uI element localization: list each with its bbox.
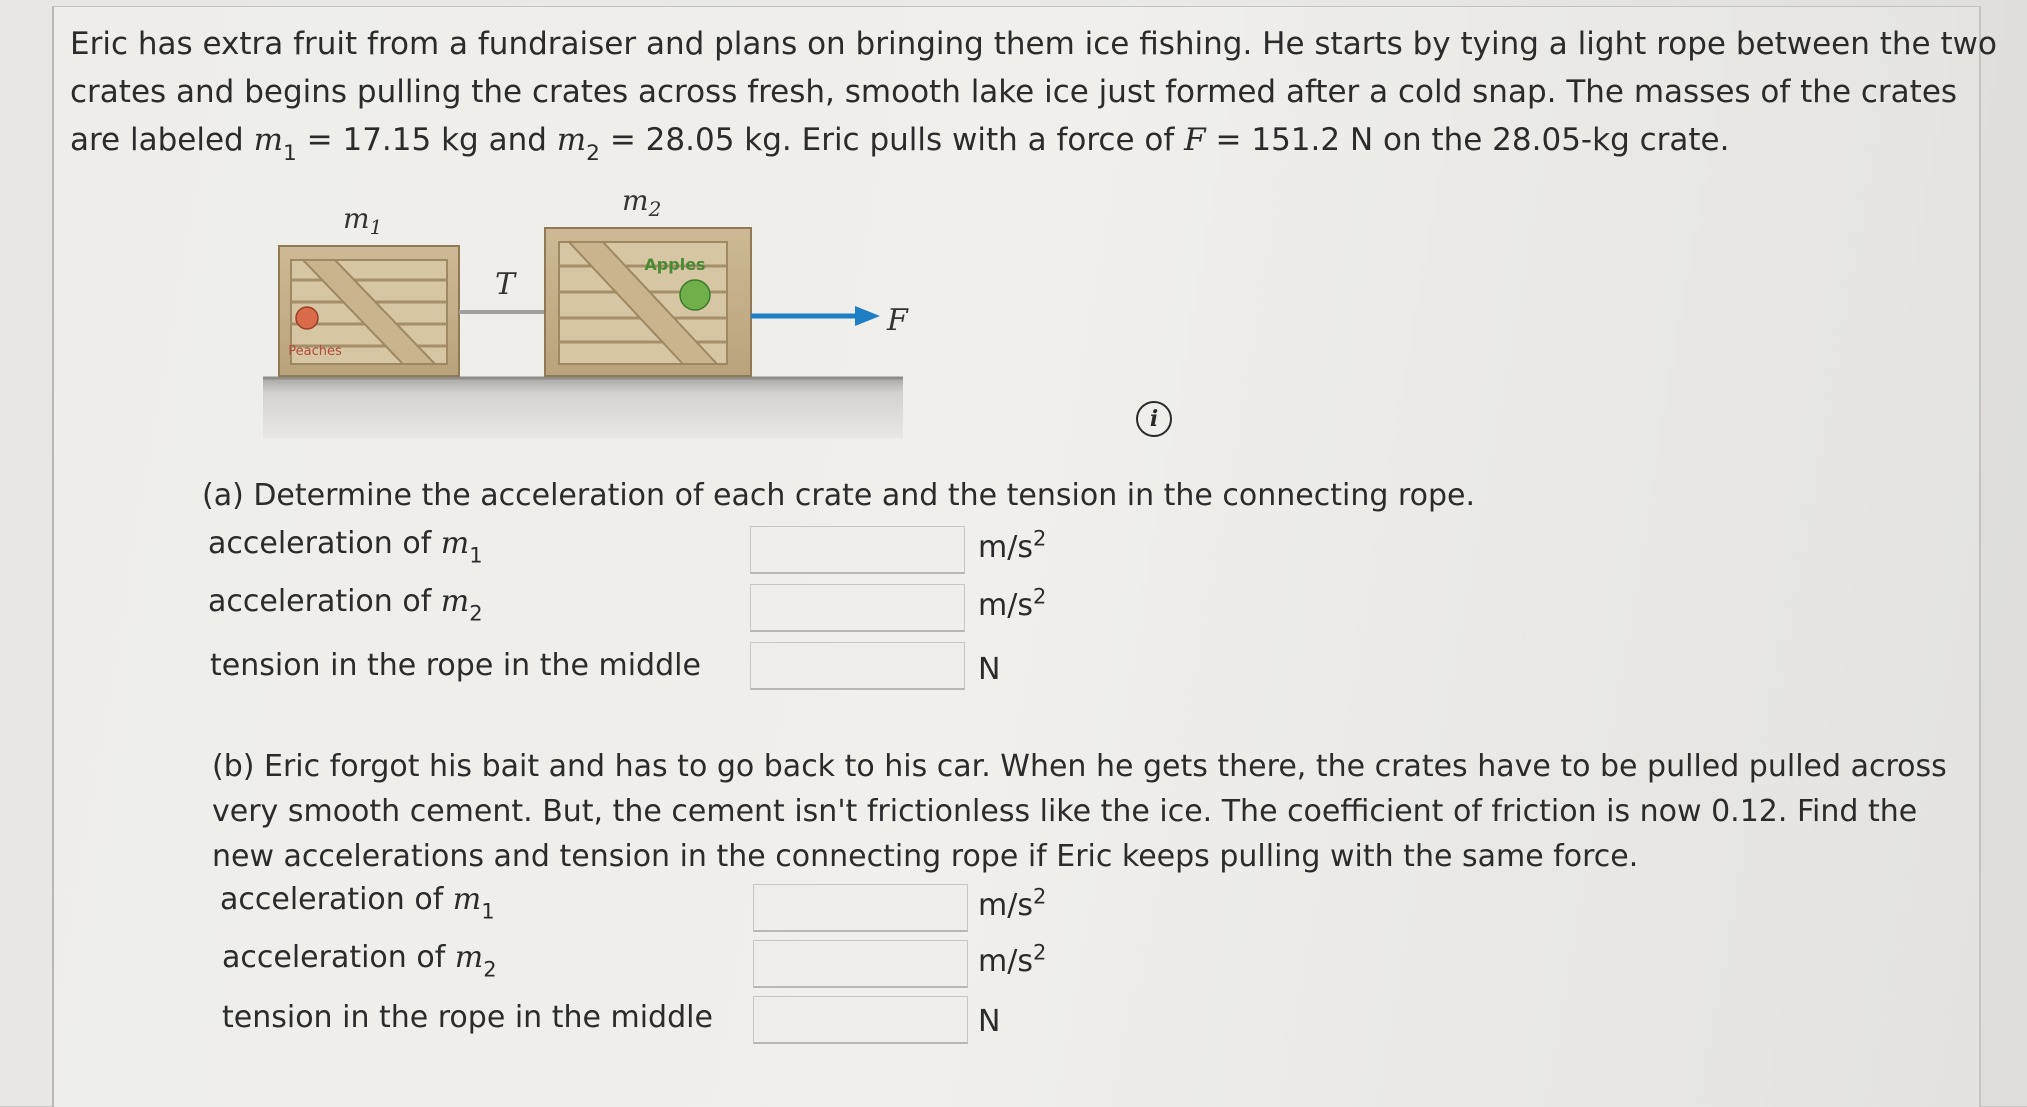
peach-icon <box>296 307 318 329</box>
m2-symbol: m <box>556 122 587 158</box>
part-b-row-1-unit: $m/s^2$ <box>978 884 1047 923</box>
part-a-row-1-label: acceleration of $m_1$ <box>208 526 483 568</box>
problem-line-1: Eric has extra fruit from a fundraiser and plans on bringing them ice fishing. He starts by tying a light rope between the two <box>70 26 1997 62</box>
part-b-row-2-unit: $m/s^2$ <box>978 940 1047 979</box>
part-b-tension-input[interactable] <box>753 996 968 1044</box>
part-b-row-1-label: acceleration of $m_1$ <box>220 882 495 924</box>
force-arrow-head <box>855 306 880 326</box>
m2-figure-label: $m_2$ <box>622 184 662 221</box>
part-a-row-2-label: acceleration of $m_2$ <box>208 584 483 626</box>
apples-label: Apples <box>644 255 706 274</box>
part-a-accel-m2-input[interactable] <box>750 584 965 632</box>
m2-subscript: 2 <box>586 140 600 166</box>
part-a-row-1-unit: $m/s^2$ <box>978 526 1047 565</box>
part-a-row-2-unit: $m/s^2$ <box>978 584 1047 623</box>
m2-value: = 28.05 kg. Eric pulls with a force of <box>609 122 1175 158</box>
force-label: F <box>887 303 908 338</box>
crates-figure <box>255 170 955 440</box>
part-a-question: (a) Determine the acceleration of each crate and the tension in the connecting rope. <box>202 478 1475 513</box>
m1-symbol: m <box>253 122 283 158</box>
crate-m2 <box>545 228 751 376</box>
info-icon[interactable]: i <box>1136 401 1172 437</box>
part-a-tension-input[interactable] <box>750 642 965 690</box>
part-b-question-line-2: very smooth cement. But, the cement isn't frictionless like the ice. The coefficient of friction is now 0.12. Find the <box>212 794 1918 829</box>
part-b-accel-m1-input[interactable] <box>753 884 968 932</box>
part-a-accel-m1-input[interactable] <box>750 526 965 574</box>
labeled-text: are labeled <box>70 122 244 158</box>
ground-surface <box>263 378 903 438</box>
m1-value: = 17.15 kg <box>306 122 479 158</box>
m1-subscript: 1 <box>282 140 297 166</box>
force-value: = 151.2 N on the 28.05-kg crate. <box>1215 122 1730 158</box>
problem-statement <box>70 20 1997 166</box>
part-b-question-line-3: new accelerations and tension in the connecting rope if Eric keeps pulling with the same force. <box>212 839 1639 874</box>
part-b-row-3-label: tension in the rope in the middle <box>222 1000 713 1035</box>
problem-line-3 <box>70 116 1980 164</box>
apple-icon <box>680 280 710 310</box>
part-b-accel-m2-input[interactable] <box>753 940 968 988</box>
force-symbol: F <box>1184 122 1206 158</box>
part-b-row-3-unit: N <box>978 1004 1001 1039</box>
part-a-row-3-label: tension in the rope in the middle <box>210 648 701 683</box>
crates-diagram <box>255 170 955 440</box>
problem-line-2: crates and begins pulling the crates across fresh, smooth lake ice just formed after a cold snap. The masses of the crates <box>70 74 1958 110</box>
part-a-row-3-unit: N <box>978 652 1001 687</box>
and-text: and <box>488 122 547 158</box>
peaches-label: Peaches <box>288 344 342 359</box>
part-b-row-2-label: acceleration of $m_2$ <box>222 940 497 982</box>
crate-m1 <box>279 246 459 376</box>
part-b-question-line-1: (b) Eric forgot his bait and has to go back to his car. When he gets there, the crates have to be pulled pulled across <box>212 749 1947 784</box>
m1-figure-label: $m_1$ <box>343 202 383 239</box>
tension-label: T <box>495 267 516 302</box>
